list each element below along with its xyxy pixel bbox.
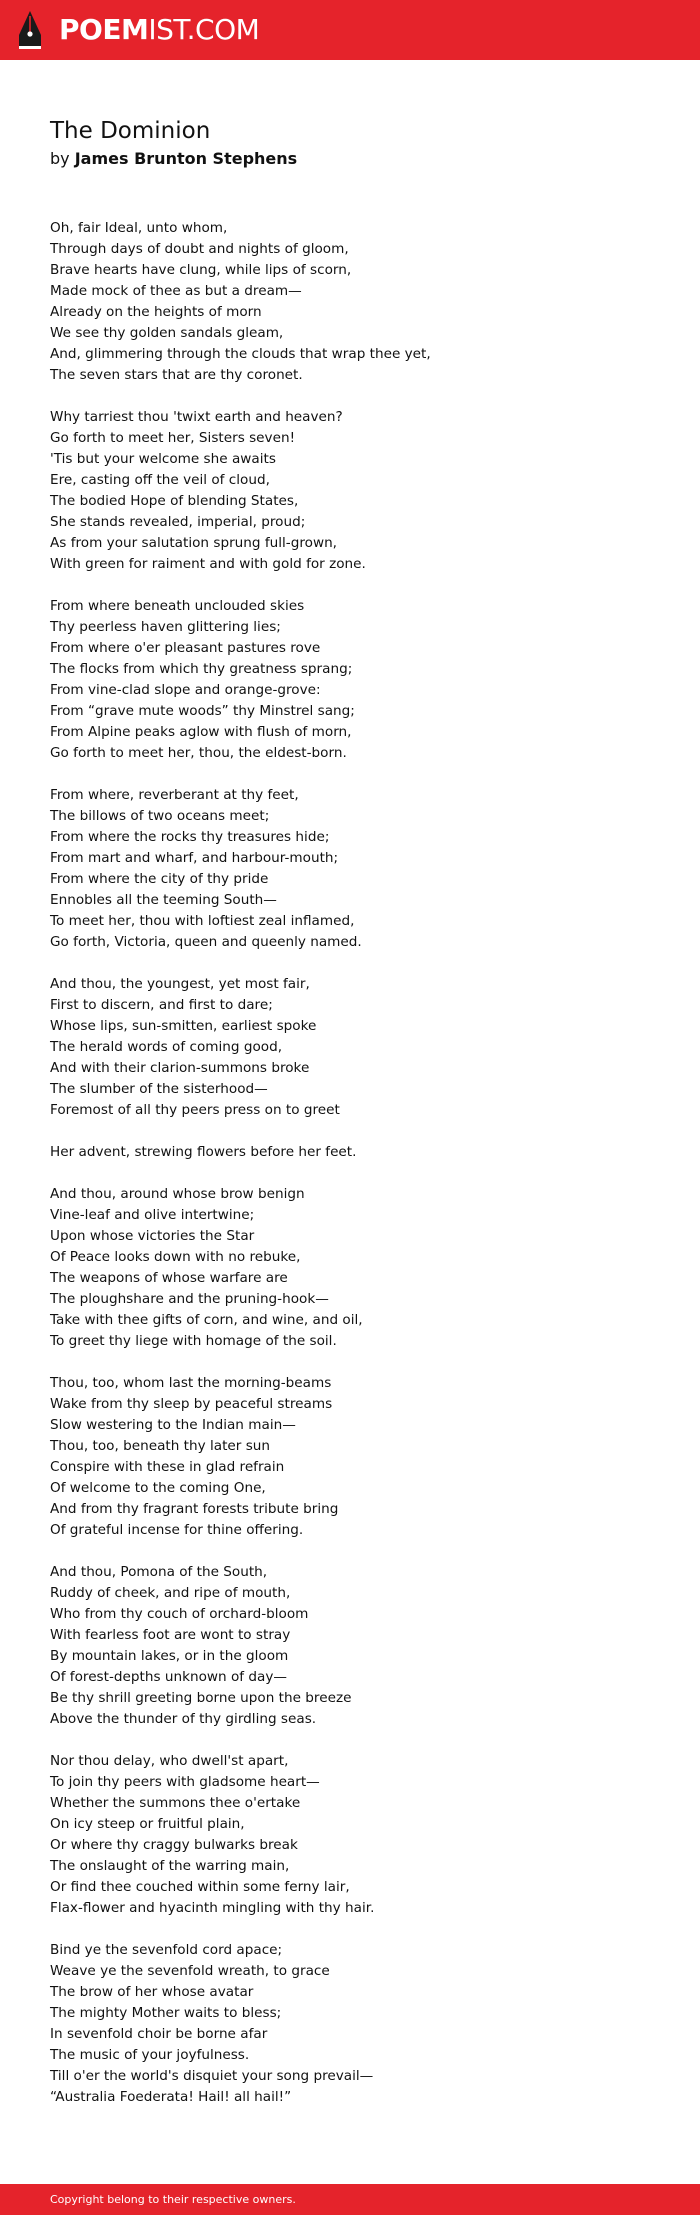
poem-line: As from your salutation sprung full-grown,	[50, 535, 338, 551]
poem-line: From where o'er pleasant pastures rove	[50, 640, 321, 656]
poem-line: And with their clarion-summons broke	[50, 1060, 310, 1076]
poem-line: From where, reverberant at thy feet,	[50, 787, 299, 803]
poem-stanza	[50, 1184, 670, 1352]
poem-line: Of grateful incense for thine offering.	[50, 1522, 304, 1538]
poem-stanza	[50, 1142, 670, 1163]
poem-line: Of forest-depths unknown of day—	[50, 1669, 287, 1685]
poem-author: James Brunton Stephens	[74, 149, 298, 168]
poem-stanza	[50, 1940, 670, 2108]
poem-byline	[50, 148, 297, 170]
poem-line: Whose lips, sun-smitten, earliest spoke	[50, 1018, 317, 1034]
poem-line: By mountain lakes, or in the gloom	[50, 1648, 289, 1664]
poem-line: From vine-clad slope and orange-grove:	[50, 682, 321, 698]
logo-text	[59, 10, 259, 50]
poem-line: Already on the heights of morn	[50, 304, 262, 320]
poem-stanza	[50, 974, 670, 1121]
poem-line: The seven stars that are thy coronet.	[50, 367, 303, 383]
poem-line: Ere, casting off the veil of cloud,	[50, 472, 270, 488]
poem-line: To join thy peers with gladsome heart—	[50, 1774, 320, 1790]
poem-body	[50, 218, 670, 2129]
poem-line: Vine-leaf and olive intertwine;	[50, 1207, 255, 1223]
poem-line: Oh, fair Ideal, unto whom,	[50, 220, 228, 236]
poem-line: Why tarriest thou 'twixt earth and heaven?	[50, 409, 343, 425]
poem-line: She stands revealed, imperial, proud;	[50, 514, 306, 530]
poem-line: To greet thy liege with homage of the soil.	[50, 1333, 337, 1349]
poem-line: Wake from thy sleep by peaceful streams	[50, 1396, 333, 1412]
poem-line: The billows of two oceans meet;	[50, 808, 270, 824]
poem-line: From “grave mute woods” thy Minstrel sang;	[50, 703, 355, 719]
poem-line: Weave ye the sevenfold wreath, to grace	[50, 1963, 330, 1979]
poem-line: Above the thunder of thy girdling seas.	[50, 1711, 317, 1727]
poem-line: Take with thee gifts of corn, and wine, and oil,	[50, 1312, 363, 1328]
poem-line: The slumber of the sisterhood—	[50, 1081, 268, 1097]
poem-line: Nor thou delay, who dwell'st apart,	[50, 1753, 289, 1769]
poem-line: And from thy fragrant forests tribute bring	[50, 1501, 339, 1517]
site-logo[interactable]	[17, 10, 259, 50]
poem-line: And thou, around whose brow benign	[50, 1186, 305, 1202]
poem-line: Thou, too, beneath thy later sun	[50, 1438, 271, 1454]
poem-line: Thy peerless haven glittering lies;	[50, 619, 281, 635]
poem-line: Ruddy of cheek, and ripe of mouth,	[50, 1585, 291, 1601]
poem-line: Who from thy couch of orchard-bloom	[50, 1606, 309, 1622]
poem-line: Of welcome to the coming One,	[50, 1480, 266, 1496]
poem-line: First to discern, and first to dare;	[50, 997, 273, 1013]
poem-line: “Australia Foederata! Hail! all hail!”	[50, 2089, 292, 2105]
poem-line: The flocks from which thy greatness sprang;	[50, 661, 353, 677]
site-footer	[0, 2184, 700, 2215]
site-header	[0, 0, 700, 60]
poem-line: Of Peace looks down with no rebuke,	[50, 1249, 301, 1265]
poem-stanza	[50, 218, 670, 386]
poem-line: 'Tis but your welcome she awaits	[50, 451, 276, 467]
poem-line: Be thy shrill greeting borne upon the breeze	[50, 1690, 352, 1706]
poem-line: Ennobles all the teeming South—	[50, 892, 277, 908]
poem-line: Slow westering to the Indian main—	[50, 1417, 296, 1433]
poem-line: Brave hearts have clung, while lips of scorn,	[50, 262, 352, 278]
poem-line: Made mock of thee as but a dream—	[50, 283, 302, 299]
poem-line: Or where thy craggy bulwarks break	[50, 1837, 298, 1853]
poem-stanza	[50, 785, 670, 953]
by-label: by	[50, 149, 70, 168]
poem-stanza	[50, 1751, 670, 1919]
logo-text-light: IST.COM	[148, 13, 260, 46]
poem-stanza	[50, 1373, 670, 1541]
poem-line: With fearless foot are wont to stray	[50, 1627, 291, 1643]
poem-line: To meet her, thou with loftiest zeal inflamed,	[50, 913, 355, 929]
poem-line: Go forth to meet her, thou, the eldest-born.	[50, 745, 347, 761]
poem-line: Through days of doubt and nights of gloom,	[50, 241, 349, 257]
poem-line: Foremost of all thy peers press on to greet	[50, 1102, 340, 1118]
poem-line: In sevenfold choir be borne afar	[50, 2026, 268, 2042]
poem-line: The ploughshare and the pruning-hook—	[50, 1291, 329, 1307]
poem-title: The Dominion	[50, 118, 211, 144]
poem-line: From where the rocks thy treasures hide;	[50, 829, 330, 845]
poem-line: The mighty Mother waits to bless;	[50, 2005, 282, 2021]
poem-line: Bind ye the sevenfold cord apace;	[50, 1942, 283, 1958]
poem-line: And thou, the youngest, yet most fair,	[50, 976, 310, 992]
poem-line: Whether the summons thee o'ertake	[50, 1795, 301, 1811]
poem-line: On icy steep or fruitful plain,	[50, 1816, 245, 1832]
poem-line: The bodied Hope of blending States,	[50, 493, 299, 509]
poem-line: Till o'er the world's disquiet your song prevail—	[50, 2068, 374, 2084]
poem-line: The weapons of whose warfare are	[50, 1270, 288, 1286]
poem-line: The onslaught of the warring main,	[50, 1858, 290, 1874]
poem-line: And, glimmering through the clouds that wrap thee yet,	[50, 346, 431, 362]
poem-line: Upon whose victories the Star	[50, 1228, 255, 1244]
poem-line: Go forth, Victoria, queen and queenly named.	[50, 934, 362, 950]
poem-line: With green for raiment and with gold for zone.	[50, 556, 366, 572]
logo-text-bold: POEM	[59, 13, 149, 46]
poem-line: Flax-flower and hyacinth mingling with thy hair.	[50, 1900, 375, 1916]
poem-line: Or find thee couched within some ferny lair,	[50, 1879, 350, 1895]
poem-stanza	[50, 596, 670, 764]
poem-line: And thou, Pomona of the South,	[50, 1564, 268, 1580]
poem-line: The herald words of coming good,	[50, 1039, 283, 1055]
copyright-text: Copyright belong to their respective owners.	[50, 2193, 296, 2206]
poem-line: Conspire with these in glad refrain	[50, 1459, 285, 1475]
poem-stanza	[50, 407, 670, 575]
pen-nib-icon	[17, 10, 43, 50]
poem-line: From where the city of thy pride	[50, 871, 269, 887]
poem-line: From Alpine peaks aglow with flush of morn,	[50, 724, 352, 740]
poem-line: We see thy golden sandals gleam,	[50, 325, 284, 341]
poem-stanza	[50, 1562, 670, 1730]
poem-line: Go forth to meet her, Sisters seven!	[50, 430, 296, 446]
poem-line: Thou, too, whom last the morning-beams	[50, 1375, 332, 1391]
poem-line: From where beneath unclouded skies	[50, 598, 305, 614]
poem-line: From mart and wharf, and harbour-mouth;	[50, 850, 339, 866]
poem-line: The brow of her whose avatar	[50, 1984, 254, 2000]
poem-line: Her advent, strewing flowers before her feet.	[50, 1144, 357, 1160]
poem-line: The music of your joyfulness.	[50, 2047, 250, 2063]
